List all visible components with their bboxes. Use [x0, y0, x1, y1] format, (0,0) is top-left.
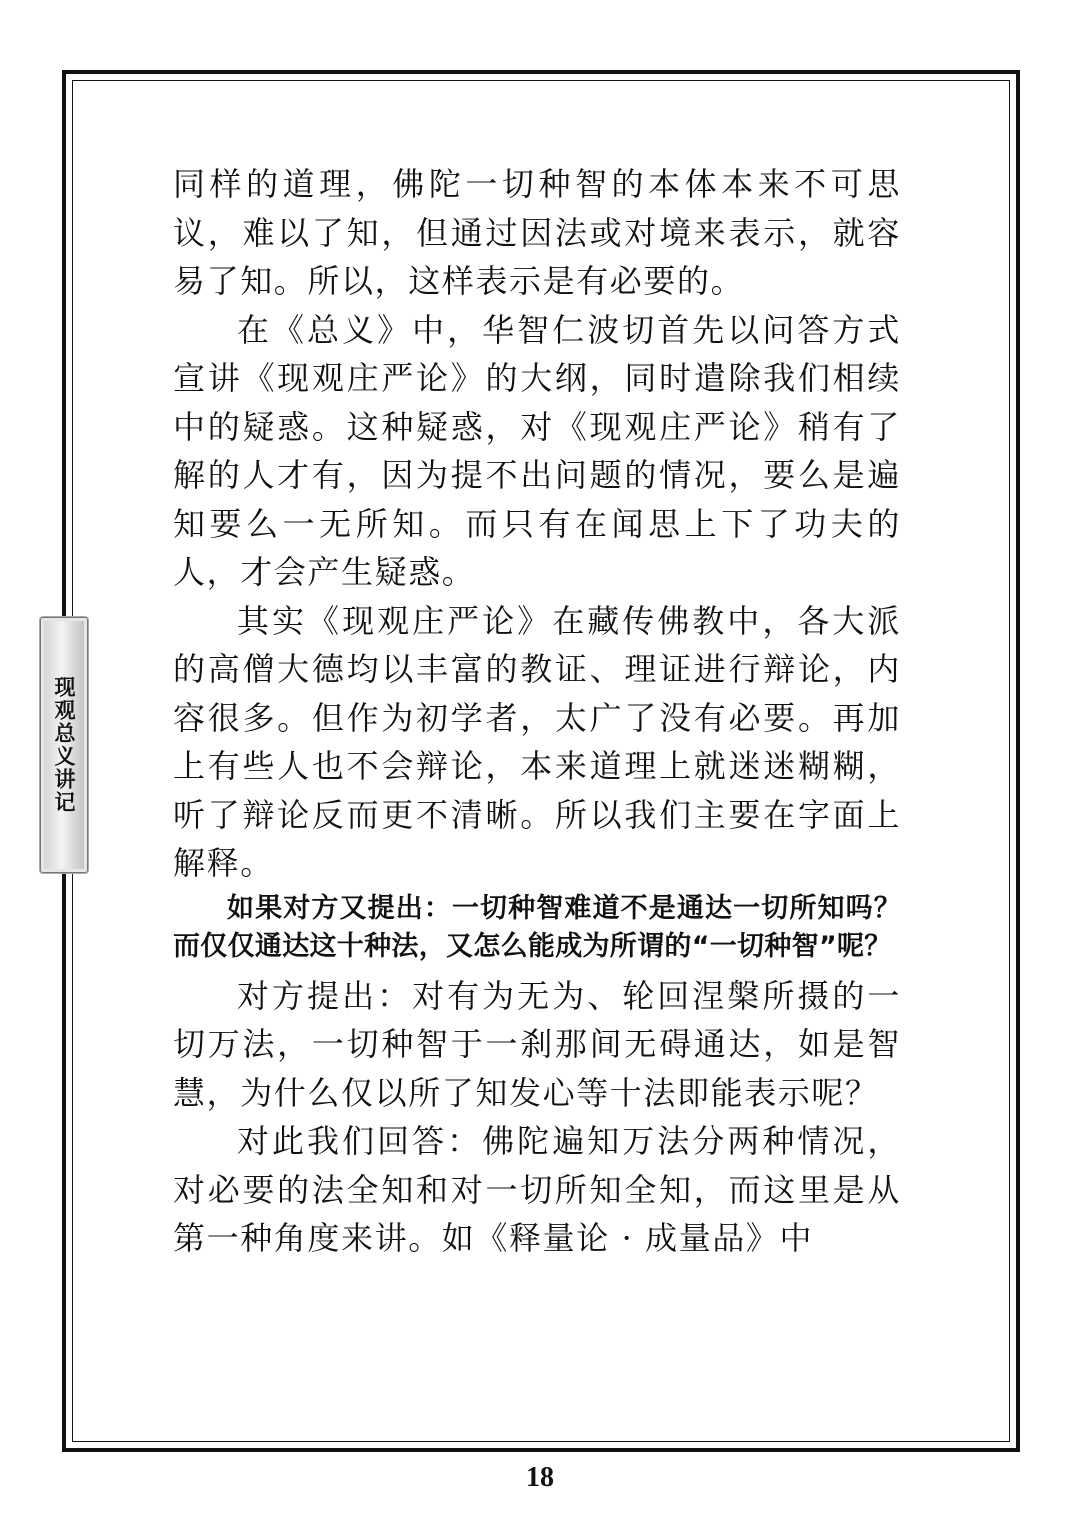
- paragraph-4: 对方提出：对有为无为、轮回涅槃所摄的一切万法，一切种智于一刹那间无碍通达，如是智慧，为什么仅以所了知发心等十法即能表示呢？: [173, 976, 901, 1112]
- paragraph-3: 其实《现观庄严论》在藏传佛教中，各大派的高僧大德均以丰富的教证、理证进行辩论，内容很多。但作为初学者，太广了没有必要。再加上有些人也不会辩论，本来道理上就迷迷糊糊，听了辩论反而更不清晰。所以我们主要在字面上解释。: [173, 601, 901, 882]
- main-text: [173, 160, 901, 1263]
- page-number: 18: [526, 1462, 554, 1493]
- side-tab-title: 现观总义讲记: [52, 676, 77, 814]
- side-tab: [40, 617, 88, 873]
- paragraph-5: 对此我们回答：佛陀遍知万法分两种情况，对必要的法全知和对一切所知全知，而这里是从第一种角度来讲。如《释量论 · 成量品》中: [173, 1122, 901, 1257]
- paragraph-2: 在《总义》中，华智仁波切首先以问答方式宣讲《现观庄严论》的大纲，同时遣除我们相续中的疑惑。这种疑惑，对《现观庄严论》稍有了解的人才有，因为提不出问题的情况，要么是遍知要么一无所知。而只有在闻思上下了功夫的人，才会产生疑惑。: [173, 310, 901, 591]
- paragraph-1: 同样的道理，佛陀一切种智的本体本来不可思议，难以了知，但通过因法或对境来表示，就容易了知。所以，这样表示是有必要的。: [173, 165, 901, 300]
- question-text: 如果对方又提出：一切种智难道不是通达一切所知吗？而仅仅通达这十种法，又怎么能成为所谓的“一切种智”呢？: [173, 892, 901, 962]
